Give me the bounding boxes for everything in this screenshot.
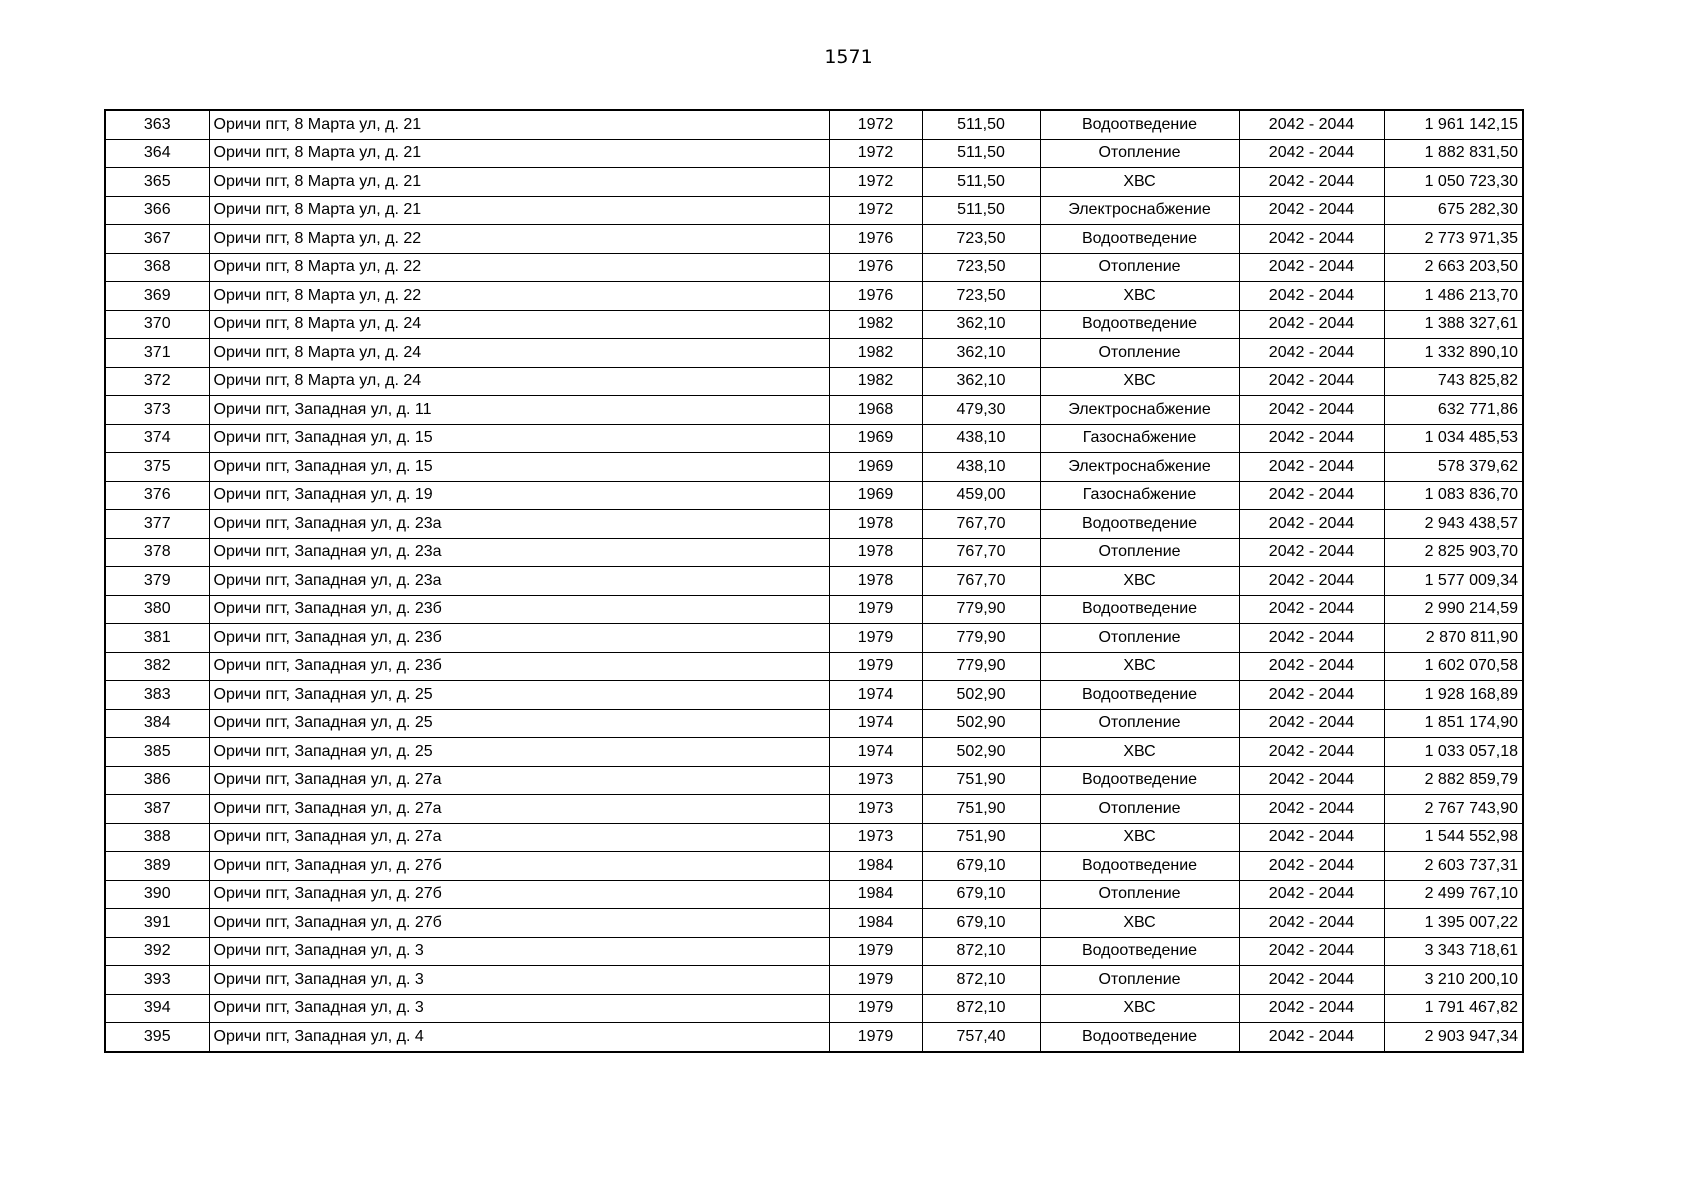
cost-cell: 1 791 467,82 <box>1384 994 1523 1023</box>
work-type-cell: ХВС <box>1040 994 1239 1023</box>
address-cell: Оричи пгт, Западная ул, д. 27а <box>209 795 829 824</box>
period-cell: 2042 - 2044 <box>1239 909 1384 938</box>
table-row <box>105 339 1523 368</box>
table-row <box>105 253 1523 282</box>
address-cell: Оричи пгт, 8 Марта ул, д. 24 <box>209 310 829 339</box>
table-row <box>105 595 1523 624</box>
period-cell: 2042 - 2044 <box>1239 538 1384 567</box>
period-cell: 2042 - 2044 <box>1239 253 1384 282</box>
cost-cell: 2 882 859,79 <box>1384 766 1523 795</box>
table-row <box>105 538 1523 567</box>
row-number-cell: 363 <box>105 110 209 139</box>
cost-cell: 1 083 836,70 <box>1384 481 1523 510</box>
work-type-cell: Газоснабжение <box>1040 481 1239 510</box>
area-cell: 757,40 <box>922 1023 1040 1052</box>
table-row <box>105 681 1523 710</box>
cost-cell: 3 210 200,10 <box>1384 966 1523 995</box>
cost-cell: 1 332 890,10 <box>1384 339 1523 368</box>
cost-cell: 2 767 743,90 <box>1384 795 1523 824</box>
cost-cell: 1 882 831,50 <box>1384 139 1523 168</box>
table-row <box>105 994 1523 1023</box>
cost-cell: 1 034 485,53 <box>1384 424 1523 453</box>
work-type-cell: ХВС <box>1040 652 1239 681</box>
area-cell: 767,70 <box>922 510 1040 539</box>
area-cell: 723,50 <box>922 282 1040 311</box>
table-row <box>105 196 1523 225</box>
address-cell: Оричи пгт, 8 Марта ул, д. 21 <box>209 139 829 168</box>
table-row <box>105 481 1523 510</box>
row-number-cell: 389 <box>105 852 209 881</box>
build-year-cell: 1982 <box>829 339 922 368</box>
cost-cell: 2 943 438,57 <box>1384 510 1523 539</box>
table-row <box>105 424 1523 453</box>
period-cell: 2042 - 2044 <box>1239 339 1384 368</box>
work-type-cell: Отопление <box>1040 339 1239 368</box>
build-year-cell: 1979 <box>829 994 922 1023</box>
build-year-cell: 1979 <box>829 1023 922 1052</box>
table-row <box>105 1023 1523 1052</box>
build-year-cell: 1972 <box>829 168 922 197</box>
row-number-cell: 374 <box>105 424 209 453</box>
address-cell: Оричи пгт, Западная ул, д. 3 <box>209 994 829 1023</box>
cost-cell: 2 990 214,59 <box>1384 595 1523 624</box>
row-number-cell: 385 <box>105 738 209 767</box>
period-cell: 2042 - 2044 <box>1239 709 1384 738</box>
period-cell: 2042 - 2044 <box>1239 595 1384 624</box>
address-cell: Оричи пгт, Западная ул, д. 23а <box>209 510 829 539</box>
table-row <box>105 624 1523 653</box>
area-cell: 511,50 <box>922 196 1040 225</box>
work-type-cell: Газоснабжение <box>1040 424 1239 453</box>
area-cell: 679,10 <box>922 909 1040 938</box>
work-type-cell: Отопление <box>1040 880 1239 909</box>
row-number-cell: 377 <box>105 510 209 539</box>
row-number-cell: 390 <box>105 880 209 909</box>
address-cell: Оричи пгт, Западная ул, д. 27б <box>209 909 829 938</box>
area-cell: 511,50 <box>922 110 1040 139</box>
work-type-cell: Отопление <box>1040 253 1239 282</box>
build-year-cell: 1979 <box>829 652 922 681</box>
work-type-cell: ХВС <box>1040 909 1239 938</box>
table-row <box>105 567 1523 596</box>
cost-cell: 1 961 142,15 <box>1384 110 1523 139</box>
period-cell: 2042 - 2044 <box>1239 310 1384 339</box>
address-cell: Оричи пгт, 8 Марта ул, д. 21 <box>209 168 829 197</box>
cost-cell: 578 379,62 <box>1384 453 1523 482</box>
area-cell: 362,10 <box>922 367 1040 396</box>
work-type-cell: Водоотведение <box>1040 852 1239 881</box>
cost-cell: 1 395 007,22 <box>1384 909 1523 938</box>
work-type-cell: ХВС <box>1040 823 1239 852</box>
row-number-cell: 372 <box>105 367 209 396</box>
cost-cell: 1 851 174,90 <box>1384 709 1523 738</box>
row-number-cell: 369 <box>105 282 209 311</box>
area-cell: 502,90 <box>922 709 1040 738</box>
row-number-cell: 392 <box>105 937 209 966</box>
address-cell: Оричи пгт, Западная ул, д. 23б <box>209 624 829 653</box>
table-row <box>105 880 1523 909</box>
area-cell: 767,70 <box>922 567 1040 596</box>
address-cell: Оричи пгт, Западная ул, д. 3 <box>209 966 829 995</box>
row-number-cell: 376 <box>105 481 209 510</box>
area-cell: 438,10 <box>922 453 1040 482</box>
cost-cell: 3 343 718,61 <box>1384 937 1523 966</box>
area-cell: 751,90 <box>922 823 1040 852</box>
work-type-cell: Отопление <box>1040 709 1239 738</box>
period-cell: 2042 - 2044 <box>1239 225 1384 254</box>
work-type-cell: Отопление <box>1040 795 1239 824</box>
work-type-cell: ХВС <box>1040 738 1239 767</box>
build-year-cell: 1982 <box>829 367 922 396</box>
row-number-cell: 384 <box>105 709 209 738</box>
area-cell: 362,10 <box>922 339 1040 368</box>
cost-cell: 1 577 009,34 <box>1384 567 1523 596</box>
cost-cell: 675 282,30 <box>1384 196 1523 225</box>
row-number-cell: 366 <box>105 196 209 225</box>
area-cell: 723,50 <box>922 225 1040 254</box>
table-row <box>105 510 1523 539</box>
period-cell: 2042 - 2044 <box>1239 966 1384 995</box>
table-row <box>105 909 1523 938</box>
work-type-cell: Водоотведение <box>1040 1023 1239 1052</box>
area-cell: 872,10 <box>922 966 1040 995</box>
area-cell: 362,10 <box>922 310 1040 339</box>
row-number-cell: 380 <box>105 595 209 624</box>
period-cell: 2042 - 2044 <box>1239 681 1384 710</box>
cost-cell: 1 388 327,61 <box>1384 310 1523 339</box>
period-cell: 2042 - 2044 <box>1239 937 1384 966</box>
build-year-cell: 1979 <box>829 937 922 966</box>
table-row <box>105 709 1523 738</box>
area-cell: 502,90 <box>922 681 1040 710</box>
area-cell: 779,90 <box>922 624 1040 653</box>
build-year-cell: 1978 <box>829 510 922 539</box>
cost-cell: 2 903 947,34 <box>1384 1023 1523 1052</box>
cost-cell: 743 825,82 <box>1384 367 1523 396</box>
cost-cell: 1 033 057,18 <box>1384 738 1523 767</box>
table-row <box>105 139 1523 168</box>
table-row <box>105 937 1523 966</box>
build-year-cell: 1979 <box>829 966 922 995</box>
cost-cell: 1 050 723,30 <box>1384 168 1523 197</box>
cost-cell: 2 603 737,31 <box>1384 852 1523 881</box>
work-type-cell: Электроснабжение <box>1040 396 1239 425</box>
build-year-cell: 1979 <box>829 624 922 653</box>
period-cell: 2042 - 2044 <box>1239 1023 1384 1052</box>
address-cell: Оричи пгт, Западная ул, д. 27а <box>209 766 829 795</box>
table-row <box>105 310 1523 339</box>
row-number-cell: 394 <box>105 994 209 1023</box>
period-cell: 2042 - 2044 <box>1239 624 1384 653</box>
cost-cell: 2 870 811,90 <box>1384 624 1523 653</box>
work-type-cell: Отопление <box>1040 538 1239 567</box>
row-number-cell: 391 <box>105 909 209 938</box>
area-cell: 767,70 <box>922 538 1040 567</box>
area-cell: 459,00 <box>922 481 1040 510</box>
row-number-cell: 368 <box>105 253 209 282</box>
period-cell: 2042 - 2044 <box>1239 196 1384 225</box>
address-cell: Оричи пгт, Западная ул, д. 23б <box>209 595 829 624</box>
build-year-cell: 1974 <box>829 709 922 738</box>
area-cell: 723,50 <box>922 253 1040 282</box>
period-cell: 2042 - 2044 <box>1239 510 1384 539</box>
work-type-cell: Отопление <box>1040 966 1239 995</box>
table-row <box>105 823 1523 852</box>
cost-cell: 2 825 903,70 <box>1384 538 1523 567</box>
work-type-cell: Электроснабжение <box>1040 453 1239 482</box>
address-cell: Оричи пгт, Западная ул, д. 25 <box>209 738 829 767</box>
row-number-cell: 388 <box>105 823 209 852</box>
address-cell: Оричи пгт, Западная ул, д. 4 <box>209 1023 829 1052</box>
address-cell: Оричи пгт, Западная ул, д. 15 <box>209 453 829 482</box>
table-row <box>105 367 1523 396</box>
work-type-cell: Водоотведение <box>1040 595 1239 624</box>
work-type-cell: Водоотведение <box>1040 766 1239 795</box>
row-number-cell: 386 <box>105 766 209 795</box>
area-cell: 438,10 <box>922 424 1040 453</box>
row-number-cell: 382 <box>105 652 209 681</box>
table-row <box>105 396 1523 425</box>
build-year-cell: 1973 <box>829 766 922 795</box>
address-cell: Оричи пгт, Западная ул, д. 27б <box>209 852 829 881</box>
period-cell: 2042 - 2044 <box>1239 481 1384 510</box>
row-number-cell: 378 <box>105 538 209 567</box>
period-cell: 2042 - 2044 <box>1239 453 1384 482</box>
address-cell: Оричи пгт, 8 Марта ул, д. 22 <box>209 253 829 282</box>
period-cell: 2042 - 2044 <box>1239 880 1384 909</box>
build-year-cell: 1968 <box>829 396 922 425</box>
cost-cell: 1 602 070,58 <box>1384 652 1523 681</box>
area-cell: 872,10 <box>922 937 1040 966</box>
work-type-cell: ХВС <box>1040 367 1239 396</box>
build-year-cell: 1974 <box>829 738 922 767</box>
table-row <box>105 282 1523 311</box>
cost-cell: 1 544 552,98 <box>1384 823 1523 852</box>
table-row <box>105 110 1523 139</box>
build-year-cell: 1979 <box>829 595 922 624</box>
work-type-cell: ХВС <box>1040 282 1239 311</box>
period-cell: 2042 - 2044 <box>1239 168 1384 197</box>
build-year-cell: 1973 <box>829 823 922 852</box>
address-cell: Оричи пгт, Западная ул, д. 23а <box>209 567 829 596</box>
address-cell: Оричи пгт, Западная ул, д. 27б <box>209 880 829 909</box>
address-cell: Оричи пгт, 8 Марта ул, д. 24 <box>209 367 829 396</box>
cost-cell: 2 499 767,10 <box>1384 880 1523 909</box>
build-year-cell: 1976 <box>829 253 922 282</box>
period-cell: 2042 - 2044 <box>1239 766 1384 795</box>
period-cell: 2042 - 2044 <box>1239 396 1384 425</box>
build-year-cell: 1976 <box>829 282 922 311</box>
address-cell: Оричи пгт, Западная ул, д. 19 <box>209 481 829 510</box>
address-cell: Оричи пгт, Западная ул, д. 25 <box>209 709 829 738</box>
build-year-cell: 1969 <box>829 481 922 510</box>
work-type-cell: Водоотведение <box>1040 310 1239 339</box>
period-cell: 2042 - 2044 <box>1239 795 1384 824</box>
period-cell: 2042 - 2044 <box>1239 282 1384 311</box>
build-year-cell: 1972 <box>829 139 922 168</box>
build-year-cell: 1969 <box>829 424 922 453</box>
work-type-cell: Водоотведение <box>1040 681 1239 710</box>
build-year-cell: 1984 <box>829 852 922 881</box>
period-cell: 2042 - 2044 <box>1239 852 1384 881</box>
row-number-cell: 387 <box>105 795 209 824</box>
area-cell: 779,90 <box>922 652 1040 681</box>
address-cell: Оричи пгт, Западная ул, д. 11 <box>209 396 829 425</box>
row-number-cell: 395 <box>105 1023 209 1052</box>
row-number-cell: 393 <box>105 966 209 995</box>
row-number-cell: 370 <box>105 310 209 339</box>
table-row <box>105 225 1523 254</box>
area-cell: 751,90 <box>922 766 1040 795</box>
area-cell: 479,30 <box>922 396 1040 425</box>
cost-cell: 1 486 213,70 <box>1384 282 1523 311</box>
build-year-cell: 1978 <box>829 538 922 567</box>
address-cell: Оричи пгт, Западная ул, д. 27а <box>209 823 829 852</box>
period-cell: 2042 - 2044 <box>1239 652 1384 681</box>
table-row <box>105 453 1523 482</box>
build-year-cell: 1978 <box>829 567 922 596</box>
build-year-cell: 1984 <box>829 880 922 909</box>
period-cell: 2042 - 2044 <box>1239 823 1384 852</box>
row-number-cell: 379 <box>105 567 209 596</box>
cost-cell: 2 773 971,35 <box>1384 225 1523 254</box>
repair-schedule-table <box>104 109 1524 1053</box>
work-type-cell: Водоотведение <box>1040 937 1239 966</box>
build-year-cell: 1972 <box>829 196 922 225</box>
row-number-cell: 375 <box>105 453 209 482</box>
row-number-cell: 365 <box>105 168 209 197</box>
table-row <box>105 852 1523 881</box>
address-cell: Оричи пгт, Западная ул, д. 23б <box>209 652 829 681</box>
build-year-cell: 1976 <box>829 225 922 254</box>
address-cell: Оричи пгт, 8 Марта ул, д. 22 <box>209 282 829 311</box>
build-year-cell: 1969 <box>829 453 922 482</box>
table-row <box>105 652 1523 681</box>
period-cell: 2042 - 2044 <box>1239 110 1384 139</box>
work-type-cell: Водоотведение <box>1040 225 1239 254</box>
row-number-cell: 371 <box>105 339 209 368</box>
build-year-cell: 1973 <box>829 795 922 824</box>
work-type-cell: ХВС <box>1040 168 1239 197</box>
area-cell: 502,90 <box>922 738 1040 767</box>
table-row <box>105 738 1523 767</box>
address-cell: Оричи пгт, Западная ул, д. 15 <box>209 424 829 453</box>
table-body <box>105 110 1523 1052</box>
table-row <box>105 966 1523 995</box>
row-number-cell: 367 <box>105 225 209 254</box>
table-row <box>105 795 1523 824</box>
row-number-cell: 381 <box>105 624 209 653</box>
address-cell: Оричи пгт, Западная ул, д. 25 <box>209 681 829 710</box>
build-year-cell: 1972 <box>829 110 922 139</box>
work-type-cell: Водоотведение <box>1040 110 1239 139</box>
address-cell: Оричи пгт, Западная ул, д. 23а <box>209 538 829 567</box>
address-cell: Оричи пгт, 8 Марта ул, д. 22 <box>209 225 829 254</box>
area-cell: 511,50 <box>922 168 1040 197</box>
period-cell: 2042 - 2044 <box>1239 139 1384 168</box>
area-cell: 679,10 <box>922 880 1040 909</box>
period-cell: 2042 - 2044 <box>1239 367 1384 396</box>
work-type-cell: Электроснабжение <box>1040 196 1239 225</box>
address-cell: Оричи пгт, 8 Марта ул, д. 21 <box>209 110 829 139</box>
table-row <box>105 168 1523 197</box>
work-type-cell: ХВС <box>1040 567 1239 596</box>
build-year-cell: 1982 <box>829 310 922 339</box>
period-cell: 2042 - 2044 <box>1239 424 1384 453</box>
period-cell: 2042 - 2044 <box>1239 738 1384 767</box>
period-cell: 2042 - 2044 <box>1239 994 1384 1023</box>
address-cell: Оричи пгт, 8 Марта ул, д. 24 <box>209 339 829 368</box>
area-cell: 779,90 <box>922 595 1040 624</box>
work-type-cell: Отопление <box>1040 624 1239 653</box>
area-cell: 511,50 <box>922 139 1040 168</box>
area-cell: 751,90 <box>922 795 1040 824</box>
cost-cell: 2 663 203,50 <box>1384 253 1523 282</box>
period-cell: 2042 - 2044 <box>1239 567 1384 596</box>
table-row <box>105 766 1523 795</box>
build-year-cell: 1984 <box>829 909 922 938</box>
row-number-cell: 383 <box>105 681 209 710</box>
cost-cell: 1 928 168,89 <box>1384 681 1523 710</box>
row-number-cell: 364 <box>105 139 209 168</box>
area-cell: 872,10 <box>922 994 1040 1023</box>
area-cell: 679,10 <box>922 852 1040 881</box>
address-cell: Оричи пгт, 8 Марта ул, д. 21 <box>209 196 829 225</box>
build-year-cell: 1974 <box>829 681 922 710</box>
page-number: 1571 <box>824 46 873 68</box>
row-number-cell: 373 <box>105 396 209 425</box>
work-type-cell: Водоотведение <box>1040 510 1239 539</box>
cost-cell: 632 771,86 <box>1384 396 1523 425</box>
work-type-cell: Отопление <box>1040 139 1239 168</box>
address-cell: Оричи пгт, Западная ул, д. 3 <box>209 937 829 966</box>
